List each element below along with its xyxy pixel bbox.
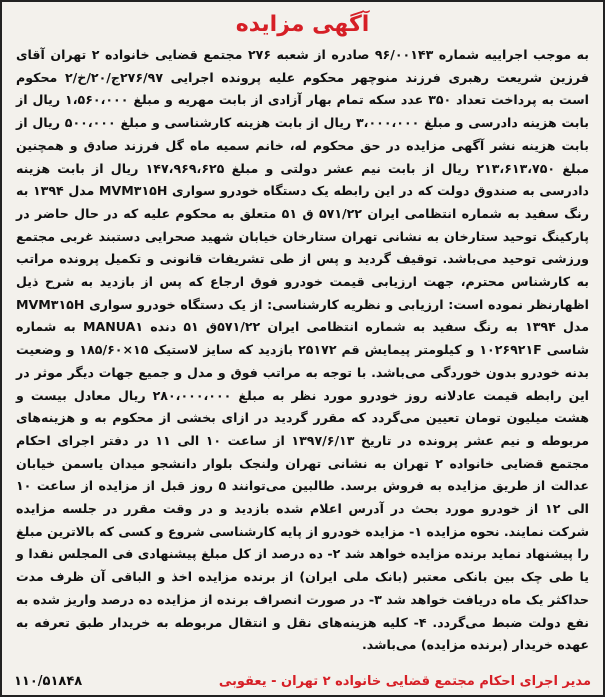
- notice-footer: [14, 674, 591, 689]
- signature-line: مدیر اجرای احکام مجتمع قضایی خانواده ۲ تهران - یعقوبی: [218, 674, 591, 689]
- notice-title: آگهی مزایده: [235, 12, 370, 37]
- notice-body: به موجب اجراییه شماره ۹۶/۰۰۱۴۳ صادره از شعبه ۲۷۶ مجتمع قضایی خانواده ۲ تهران آقای فرزین شریعت رهبری فرزند منوچهر محکوم علیه پرونده اجرایی ۲۷۶/۹۷ج/۲۰/خ/۲ محکوم است به پرداخت تعداد ۳۵۰ عدد سکه تمام بهار آزادی از بابت مهریه و مبلغ ۱،۵۶۰،۰۰۰ ریال از بابت هزینه دادرسی و مبلغ ۳،۰۰۰،۰۰۰ ریال از بابت هزینه کارشناسی و مبلغ ۵۰۰،۰۰۰ ریال از بابت هزینه نشر آگهی مزایده در حق محکوم له، خانم سمیه ماه گل فرزند صادق و همچنین مبلغ ۲۱۳،۶۱۳،۷۵۰ ریال از بابت نیم عشر دولتی و مبلغ ۱۴۷،۹۶۹،۶۲۵ ریال از بابت هزینه دادرسی به صندوق دولت که در این رابطه یک دستگاه خودرو سواری MVM۳۱۵H مدل ۱۳۹۴ به رنگ سفید به شماره انتظامی ایران ۵۷۱/۲۲ ق ۵۱ متعلق به محکوم علیه که در حال حاضر در پارکینگ توحید ستارخان به نشانی تهران ستارخان خیابان شهید صحرایی دستبند غربی مجتمع ورزشی توحید می‌باشد. توقیف گردید و پس از طی تشریفات قانونی و تکمیل پرونده مراتب به کارشناس محترم، جهت ارزیابی قیمت خودرو فوق ارجاع که پس از بازدید به شرح ذیل اظهارنظر نموده است: ارزیابی و نظریه کارشناسی: از یک دستگاه خودرو سواری MVM۳۱۵H مدل ۱۳۹۴ به رنگ سفید به شماره انتظامی ایران ۵۷۱/۲۲ق ۵۱ دنده MANUA۱ به شماره شاسی ۱۰۲۶۹۲۱F و کیلومتر پیمایش قم ۲۵۱۷۲ بازدید که سایز لاستیک ۱۵×۱۸۵/۶۰ و وضعیت بدنه خودرو بدون خوردگی می‌باشد. با توجه به مراتب فوق و مدل و جمیع جهات دیگر موثر در این رابطه قیمت عادلانه روز خودرو مورد نظر به مبلغ ۲۸۰،۰۰۰،۰۰۰ ریال معادل بیست و هشت میلیون تومان تعیین می‌گردد که مقرر گردید در ازای بخشی از محکوم به و هزینه‌های مربوطه و نیم عشر پرونده در تاریخ ۱۳۹۷/۶/۱۳ از ساعت ۱۰ الی ۱۱ در دفتر اجرای احکام مجتمع قضایی خانواده ۲ تهران به نشانی تهران ولنجک بلوار دانشجو میدان یاسمن خیابان عدالت از طریق مزایده به فروش برسد. طالبین می‌توانند ۵ روز قبل از مزایده از ساعت ۱۰ الی ۱۲ از خودرو مورد بحث در آدرس اعلام شده بازدید و در وقت مقرر در جلسه مزایده شرکت نمایند. نحوه مزایده ۱- مزایده خودرو از پایه کارشناسی شروع و کسی که بالاترین مبلغ را پیشنهاد نماید برنده مزایده خواهد شد ۲- ده درصد از کل مبلغ پیشنهادی فی المجلس نقدا و یا طی چک بین بانکی معتبر (بانک ملی ایران) از برنده مزایده اخذ و الباقی آن ظرف مدت حداکثر یک ماه دریافت خواهد شد ۳- در صورت انصراف برنده از مزایده ده درصد واریز شده به نفع دولت ضبط می‌گردد. ۴- کلیه هزینه‌های نقل و انتقال مربوطه به خریدار طبق تعرفه به عهده خریدار (برنده مزایده) می‌باشد.: [16, 47, 590, 653]
- reference-number: ۱۱۰/۵۱۸۴۸: [14, 674, 83, 689]
